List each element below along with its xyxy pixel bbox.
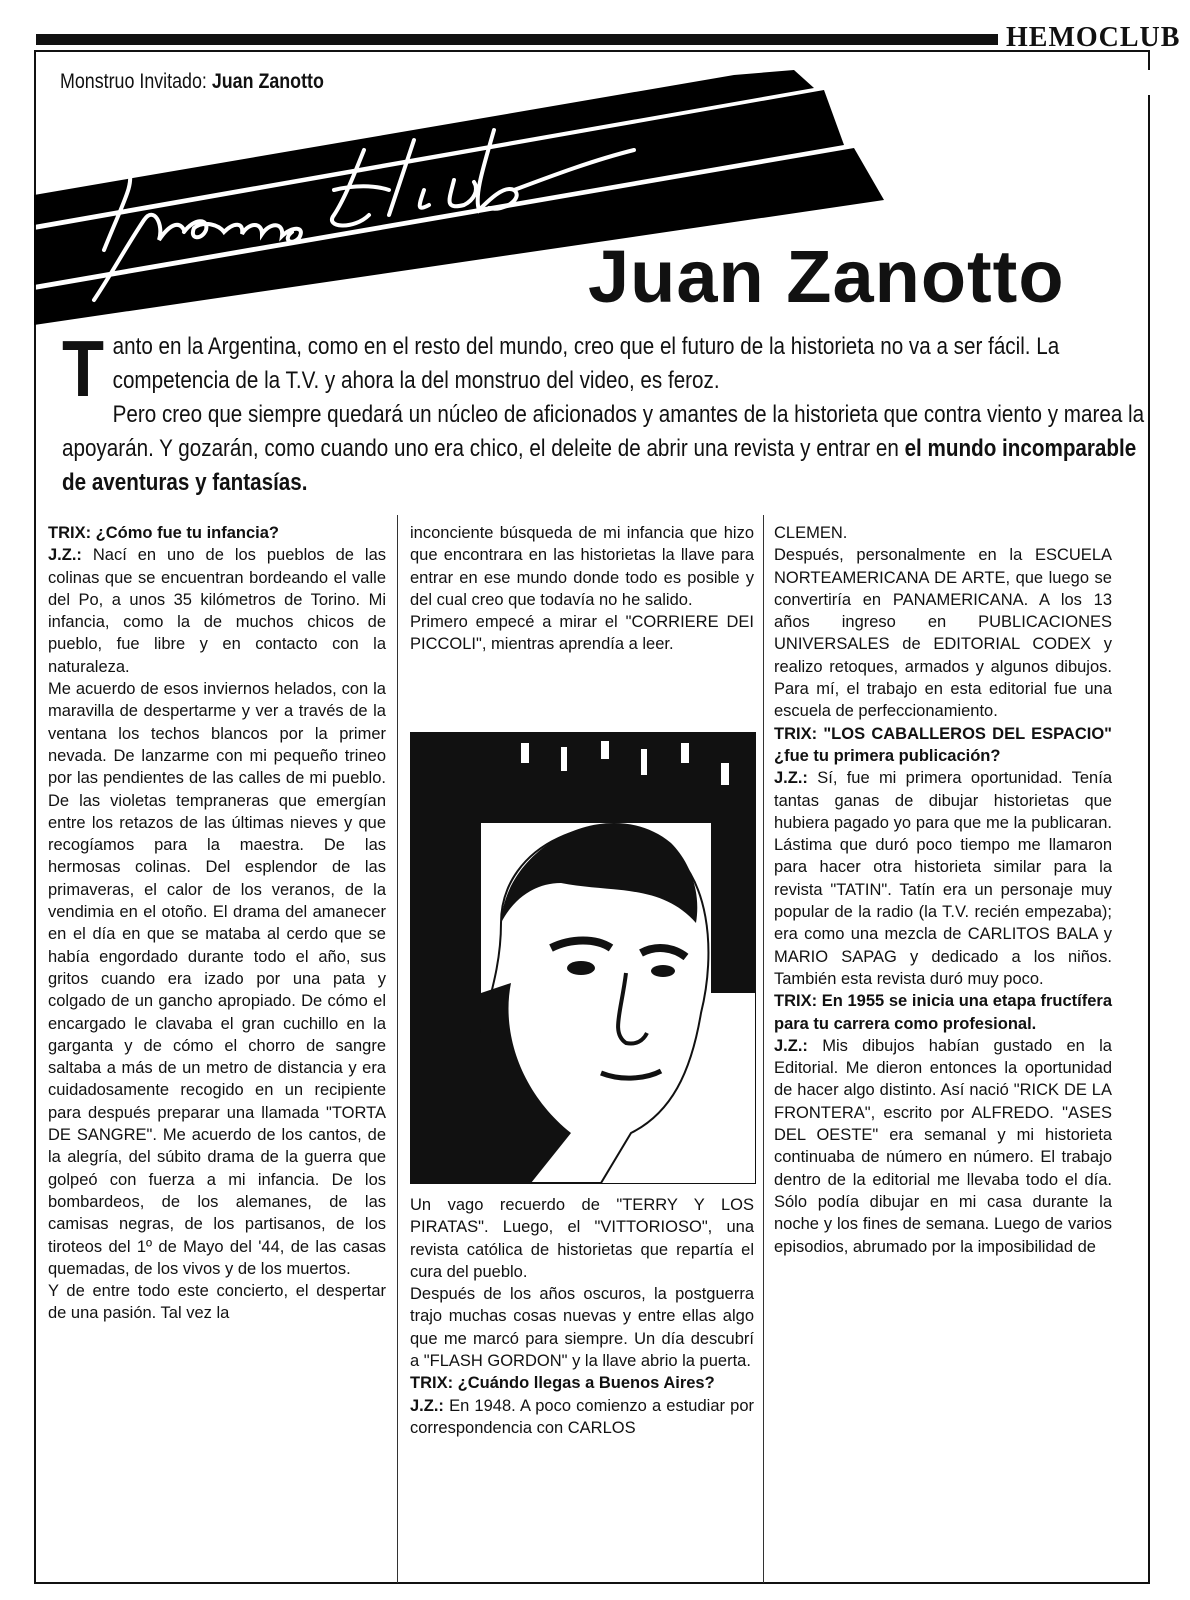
- answer-text: En 1948. A poco comienzo a estudiar por correspondencia con CARLOS: [410, 1396, 754, 1437]
- lead-text-1: anto en la Argentina, como en el resto del mundo, creo que el futuro de la historieta no va a ser fácil. La competencia de la T.V. y ahora la del monstruo del video, es feroz.: [112, 333, 1060, 394]
- question: TRIX: "LOS CABALLEROS DEL ESPACIO" ¿fue tu primera publicación?: [774, 724, 1112, 765]
- answer-text: Mis dibujos habían gustado en la Editorial. Me dieron entonces la oportunidad de hacer algo distinto. Así nació "RICK DE LA FRONTERA", escrito por ALFREDO. "ASES DEL OESTE" era semanal y mi historieta continuaba de número en número. El trabajo dentro de la editorial me llevaba todo el día. Sólo podía dibujar en mi casa durante la noche y los fines de semana. Luego de varios episodios, abrumado por la imposibilidad de: [774, 1036, 1112, 1256]
- guest-name: Juan Zanotto: [211, 70, 324, 93]
- lead-text-2b: el mundo incomparable de aventuras y fantasías.: [62, 435, 1137, 496]
- answer-text: CLEMEN.: [774, 524, 848, 542]
- answer-text: Y de entre todo este concierto, el despertar de una pasión. Tal vez la: [48, 1282, 386, 1323]
- interviewee-tag: J.Z.:: [410, 1396, 444, 1415]
- interviewee-tag: J.Z.:: [774, 769, 808, 788]
- answer: [48, 544, 386, 678]
- question: TRIX: En 1955 se inicia una etapa fructífera para tu carrera como profesional.: [774, 992, 1112, 1033]
- column-2-continued: [410, 1194, 754, 1439]
- drop-cap: T: [62, 324, 105, 413]
- answer-text: Primero empecé a mirar el "CORRIERE DEI PICCOLI", mientras aprendía a leer.: [410, 613, 754, 654]
- question: TRIX: ¿Cuándo llegas a Buenos Aires?: [410, 1374, 715, 1393]
- column-3: [774, 522, 1112, 1258]
- answer: [774, 767, 1112, 990]
- section-title: HEMOCLUB: [1006, 22, 1181, 53]
- answer-text: inconciente búsqueda de mi infancia que hizo que encontrara en las historietas la llave para entrar en ese mundo donde todo es posible y del cual creo que todavía no he salido.: [410, 524, 754, 609]
- answer-text: Después de los años oscuros, la postguerra trajo muchas cosas nuevas y entre ellas algo que me marcó para siempre. Un día descubrí a "FLASH GORDON" y la llave abrio la puerta.: [410, 1285, 754, 1371]
- column-divider: [763, 515, 764, 1583]
- answer-text: Sí, fue mi primera oportunidad. Tenía tantas ganas de dibujar historietas que hubiera pagado yo para que me la publicaran. Lástima que duró poco tiempo me llamaron para hacer otra historieta similar para la revista "TATIN". Tatín era un personaje muy popular de la radio (la T.V. recién empezaba); era como una mezcla de CARLITOS BALA y MARIO SAPAG y dedicado a los niños. También esta revista duró muy poco.: [774, 769, 1112, 988]
- lead-text-2a: Pero creo que siempre quedará un núcleo de aficionados y amantes de la historieta que contra viento y marea la apoyarán. Y gozarán, como cuando uno era chico, el deleite de abrir una revista y entrar en: [62, 401, 1145, 462]
- column-1: [48, 522, 386, 1325]
- page-title: Juan Zanotto: [588, 235, 1065, 318]
- column-2: [410, 522, 754, 656]
- answer-text: Después, personalmente en la ESCUELA NORTEAMERICANA DE ARTE, que luego se convertiría en PANAMERICANA. A los 13 años ingreso en PUBLICACIONES UNIVERSALES de EDITORIAL CODEX y realizo retoques, armados y algunos dibujos. Para mí, el trabajo en esta editorial fue una escuela de perfeccionamiento.: [774, 546, 1112, 721]
- answer-text: Me acuerdo de esos inviernos helados, con la maravilla de despertarme y ver a través de la ventana los techos blancos por la primer nevada. De lanzarme con mi pequeño trineo por las pendientes de las calles de mi pueblo. De las violetas tempraneras que emergían entre los retazos de las últimas nieves y que recogíamos para la maestra. De las hermosas colinas. Del esplendor de las primaveras, el calor de los veranos, de la vendimia en el otoño. El drama del amanecer en el día en que se mataba al cerdo que se había engordado durante todo el año, sus gritos cuando era izado por una pata y colgado de un gancho apropiado. De cómo el encargado le clavaba el gran cuchillo en la garganta y de cómo el chorro de sangre saltaba a más de un metro de distancia y era cuidadosamente recogido en un recipiente para después preparar una llamada "TORTA DE SANGRE". Me acuerdo de los cantos, de la alegría, del súbito drama de la guerra que golpeó con fuerza a mi infancia. De los bombardeos, de los alemanes, de las camisas negras, de los partisanos, de los tiroteos del 1º de Mayo del '44, de las casas quemadas, de los vivos y de los muertos.: [48, 680, 386, 1278]
- question: TRIX: ¿Cómo fue tu infancia?: [48, 524, 279, 542]
- portrait-photo-icon: [410, 732, 756, 1184]
- interviewee-tag: J.Z.:: [48, 546, 82, 565]
- interviewee-tag: J.Z.:: [774, 1036, 808, 1055]
- answer-text: Un vago recuerdo de "TERRY Y LOS PIRATAS". Luego, el "VITTORIOSO", una revista católica de historietas que repartía el cura del pueblo.: [410, 1196, 754, 1281]
- lead-text-2: [62, 398, 1150, 500]
- answer: [410, 1395, 754, 1440]
- answer: [774, 1035, 1112, 1258]
- guest-label: Monstruo Invitado:: [60, 70, 207, 93]
- column-divider: [397, 515, 398, 1583]
- lead-paragraph: [62, 324, 1150, 500]
- answer-text: Nací en uno de los pueblos de las colinas que se encuentran bordeando el valle del Po, a unos 35 kilómetros de Torino. Mi infancia, como la de muchos chicos de pueblo, fue libre y en contacto con la naturaleza.: [48, 546, 386, 676]
